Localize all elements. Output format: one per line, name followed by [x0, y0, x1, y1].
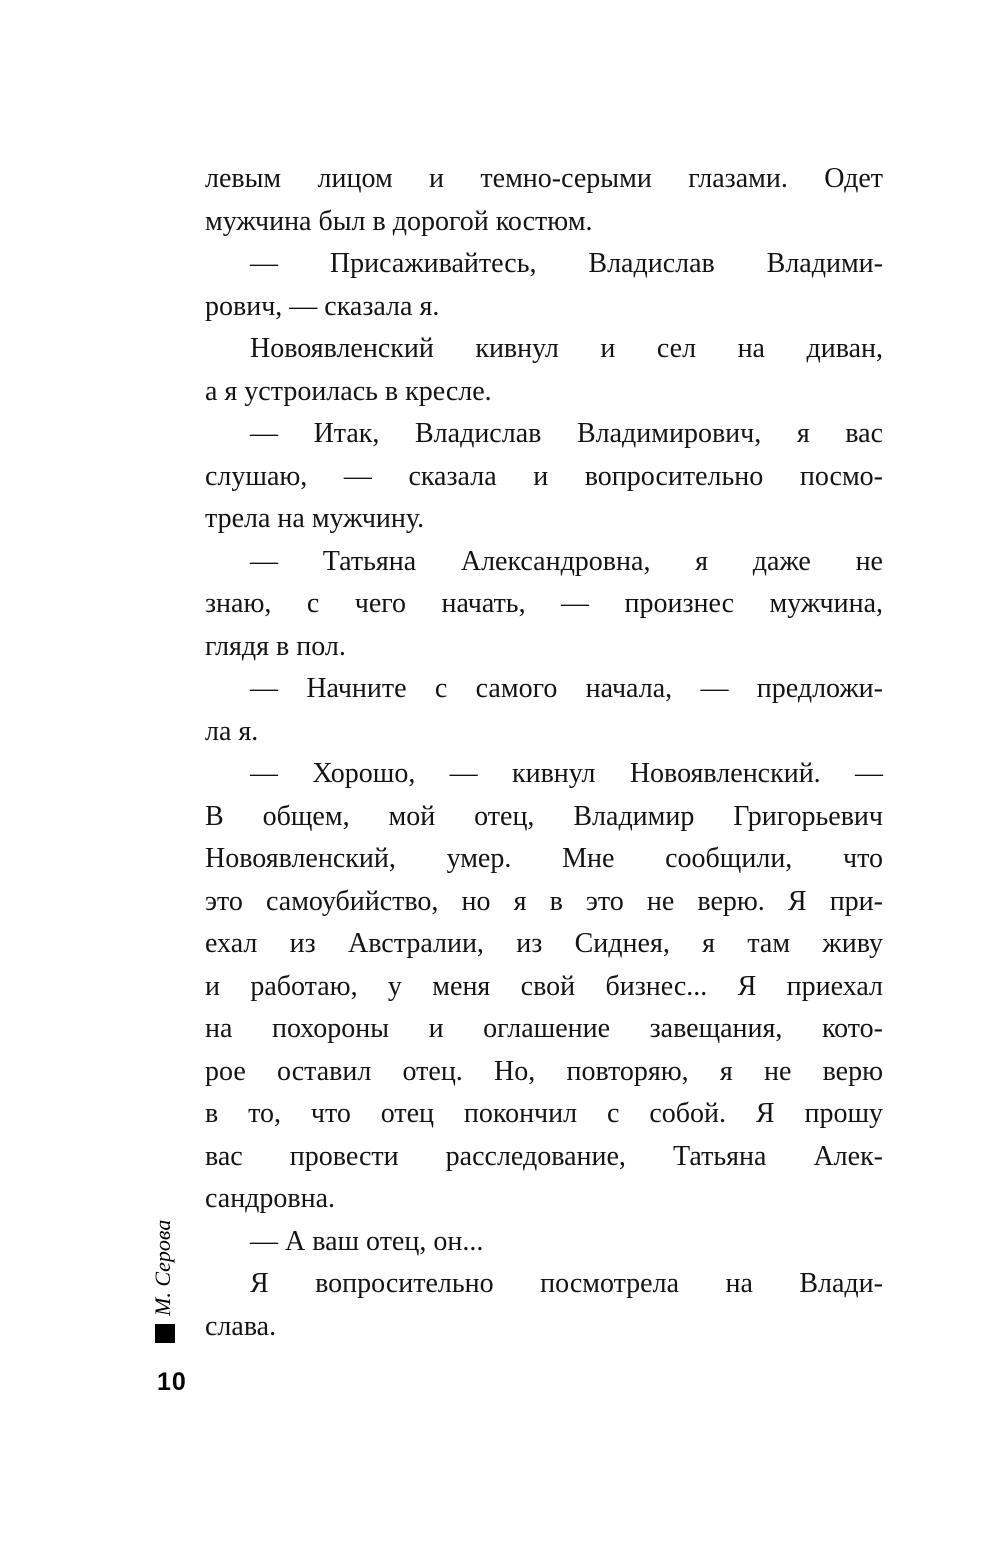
text-line: ла я.: [205, 715, 259, 747]
text-line: а я устроилась в кресле.: [205, 375, 492, 407]
paragraph: [205, 1221, 883, 1264]
spine-author-text: М. Серова: [150, 1219, 175, 1316]
text-line: левым лицом и темно-серыми глазами. Одет: [205, 163, 883, 194]
text-line: — Татьяна Александровна, я даже не: [250, 545, 883, 577]
text-line: В общем, мой отец, Владимир Григорьевич: [205, 800, 883, 832]
paragraph: [205, 158, 883, 243]
text-line: слава.: [205, 1310, 277, 1342]
black-square-icon: [155, 1324, 175, 1343]
text-line: в то, что отец покончил с собой. Я прошу: [205, 1098, 883, 1129]
text-block: [205, 158, 883, 1348]
text-line: мужчина был в дорогой костюм.: [205, 205, 593, 237]
text-line: и работаю, у меня свой бизнес... Я приехал: [205, 970, 883, 1002]
text-line: это самоубийство, но я в это не верю. Я при-: [205, 885, 883, 917]
paragraph: [205, 1263, 883, 1348]
text-line: ехал из Австралии, из Сиднея, я там живу: [205, 928, 883, 959]
text-line: вас провести расследование, Татьяна Алек-: [205, 1140, 883, 1172]
paragraph: [205, 668, 883, 753]
text-line: на похороны и оглашение завещания, кото-: [205, 1013, 883, 1044]
text-line: рович, — сказала я.: [205, 290, 440, 322]
text-line: Новоявленский кивнул и сел на диван,: [250, 333, 883, 364]
text-line: — Итак, Владислав Владимирович, я вас: [250, 418, 883, 449]
text-line: трела на мужчину.: [205, 503, 425, 534]
text-line: сандровна.: [205, 1183, 336, 1214]
text-line: слушаю, — сказала и вопросительно посмо-: [205, 460, 883, 492]
text-line: — Присаживайтесь, Владислав Владими-: [250, 248, 883, 279]
text-line: рое оставил отец. Но, повторяю, я не верю: [205, 1055, 883, 1087]
paragraph: [205, 753, 883, 1221]
paragraph: [205, 328, 883, 413]
text-line: — Хорошо, — кивнул Новоявленский. —: [250, 758, 883, 789]
text-line: — Начните с самого начала, — предложи-: [250, 673, 883, 704]
text-line: знаю, с чего начать, — произнес мужчина,: [205, 588, 883, 619]
text-line: глядя в пол.: [205, 630, 346, 662]
text-line: Новоявленский, умер. Мне сообщили, что: [205, 843, 883, 874]
paragraph: [205, 413, 883, 541]
paragraph: [205, 541, 883, 669]
page-number: 10: [157, 1368, 187, 1396]
paragraph: [205, 243, 883, 328]
text-line: Я вопросительно посмотрела на Влади-: [250, 1268, 883, 1299]
text-line: — А ваш отец, он...: [250, 1225, 484, 1257]
